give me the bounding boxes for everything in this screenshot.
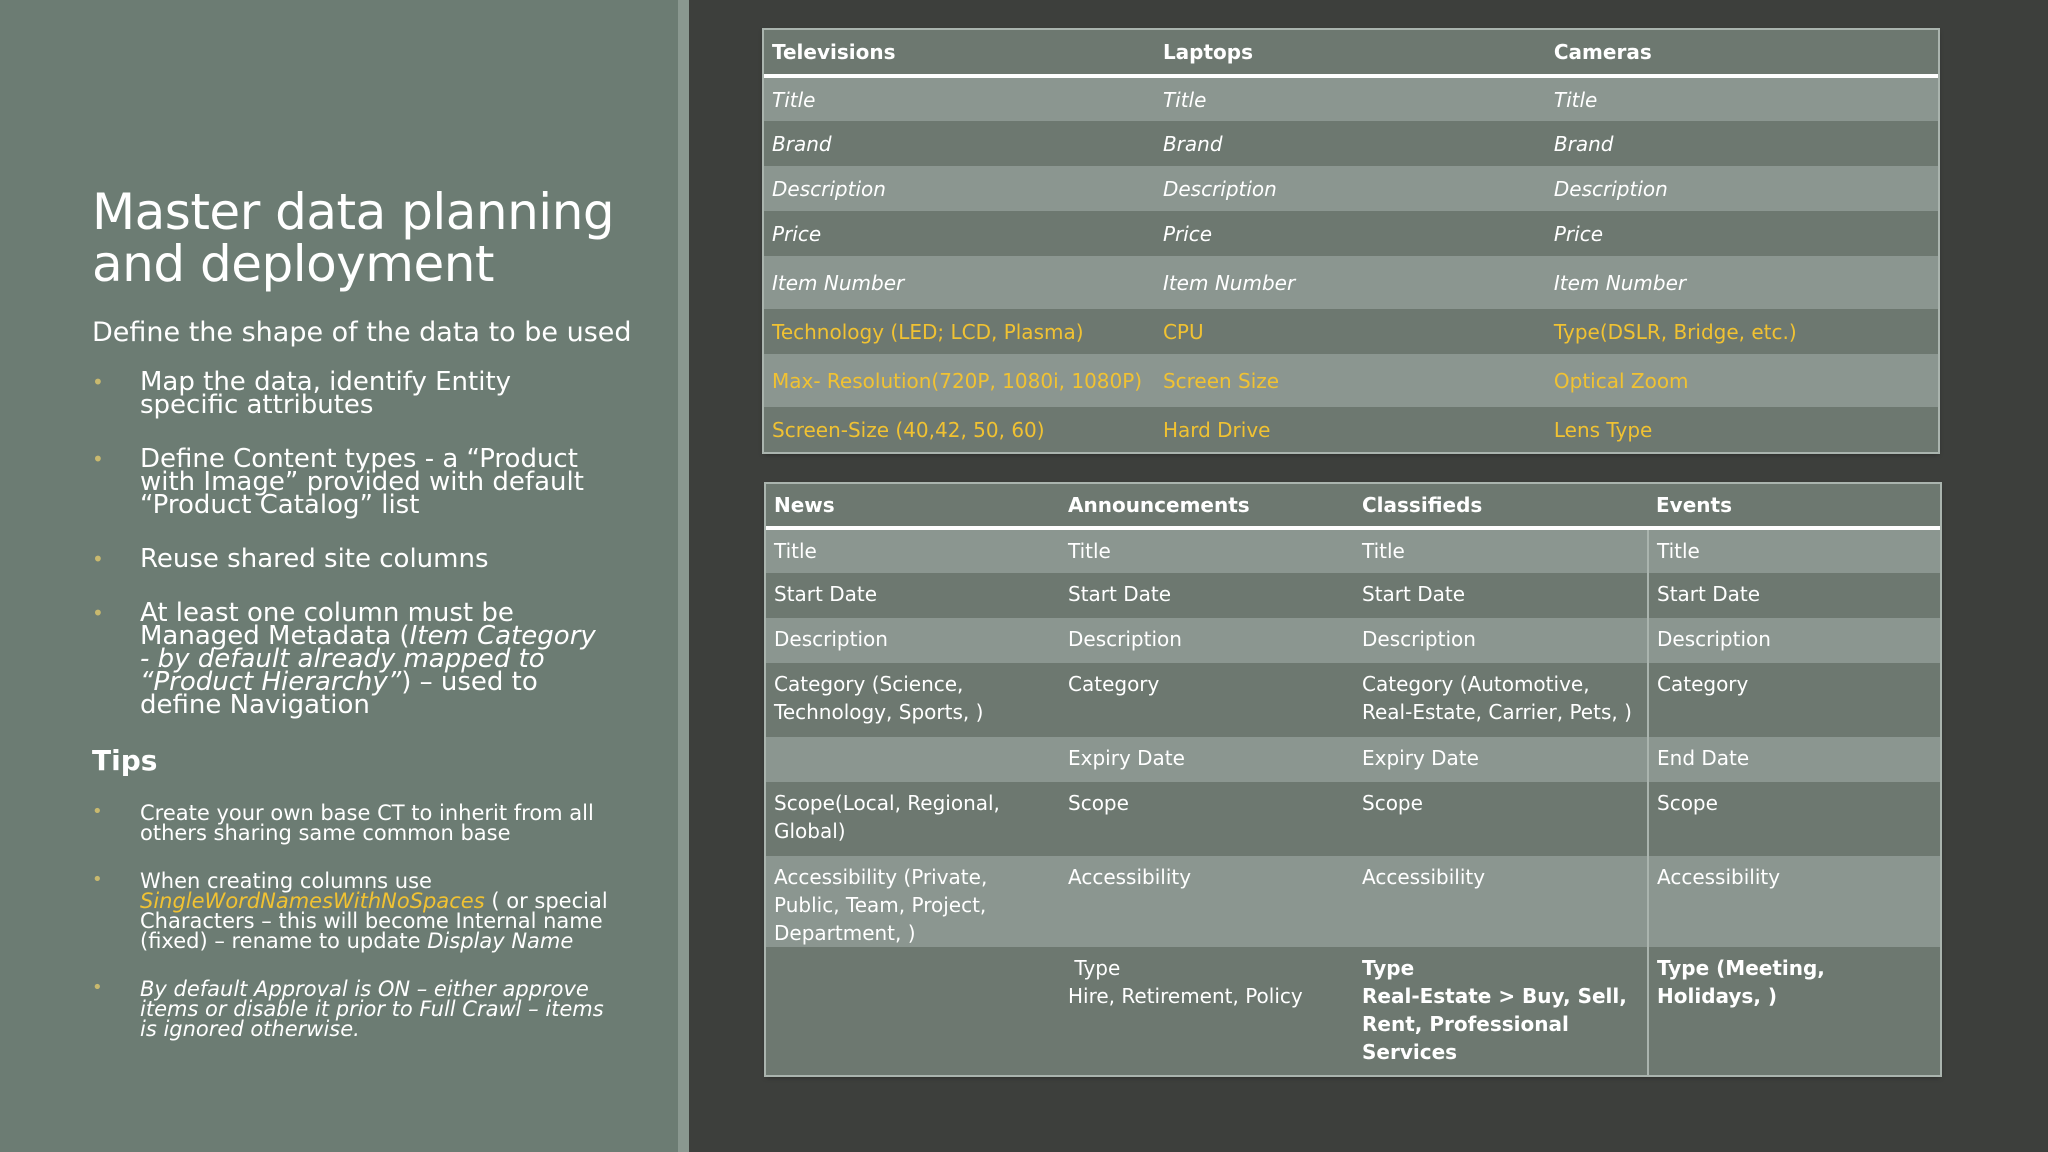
table-cell: Optical Zoom xyxy=(1546,354,1938,407)
products-table xyxy=(764,30,1938,452)
bullet-dot-icon: • xyxy=(92,447,104,471)
table-cell: Start Date xyxy=(766,573,1060,618)
table-cell: Brand xyxy=(1155,121,1546,166)
table-cell: Scope xyxy=(1060,782,1354,856)
table-cell: Category xyxy=(1060,663,1354,737)
table-cell: Scope xyxy=(1648,782,1940,856)
table-row xyxy=(764,211,1938,256)
table-cell: Title xyxy=(1546,76,1938,121)
table-cell: Title xyxy=(764,76,1155,121)
bullet-dot-icon: • xyxy=(92,869,103,890)
table-cell: Description xyxy=(1648,618,1940,663)
announcements-type-label: Type xyxy=(1068,956,1121,980)
table-row xyxy=(766,573,1940,618)
slide-subtitle: Define the shape of the data to be used xyxy=(92,317,632,348)
tips-list xyxy=(92,803,612,1067)
table-cell: Scope xyxy=(1354,782,1648,856)
bullet-item: • At least one column must be Managed Metadata (Item Category - by default already mapped to “Product Hierarchy”) – used to define Navigation xyxy=(92,598,596,720)
table-cell: Technology (LED; LCD, Plasma) xyxy=(764,309,1155,354)
table-row xyxy=(764,354,1938,407)
header-televisions: Televisions xyxy=(764,30,1155,76)
table-cell: Start Date xyxy=(1060,573,1354,618)
table-cell: Expiry Date xyxy=(1060,737,1354,782)
table-cell: Screen-Size (40,42, 50, 60) xyxy=(764,407,1155,452)
table-cell: Category xyxy=(1648,663,1940,737)
table-cell: Category (Science, Technology, Sports, ) xyxy=(766,663,1060,737)
table-row xyxy=(766,856,1940,947)
table-row xyxy=(764,166,1938,211)
table-cell: Title xyxy=(1155,76,1546,121)
table-cell: Description xyxy=(1060,618,1354,663)
bullet-dot-icon: • xyxy=(92,977,103,998)
table-cell xyxy=(1060,947,1354,1075)
table-header-row xyxy=(766,484,1940,528)
table-cell: End Date xyxy=(1648,737,1940,782)
table-cell xyxy=(1354,947,1648,1075)
table-cell: Type (Meeting, Holidays, ) xyxy=(1648,947,1940,1075)
bullet-dot-icon: • xyxy=(92,601,104,625)
table-cell: Lens Type xyxy=(1546,407,1938,452)
tips-heading: Tips xyxy=(92,744,158,777)
table-cell: Category (Automotive, Real-Estate, Carrier, Pets, ) xyxy=(1354,663,1648,737)
table-row xyxy=(766,618,1940,663)
table-cell: Brand xyxy=(1546,121,1938,166)
table-cell: Price xyxy=(1546,211,1938,256)
table-row xyxy=(764,407,1938,452)
table-cell: Title xyxy=(766,528,1060,573)
bullet-item: • Define Content types - a “Product with Image” provided with default “Product Catalog” list xyxy=(92,444,584,520)
table-row xyxy=(766,528,1940,573)
table-row xyxy=(766,947,1940,1075)
header-cameras: Cameras xyxy=(1546,30,1938,76)
table-cell: Title xyxy=(1060,528,1354,573)
announcements-type-values: Hire, Retirement, Policy xyxy=(1068,984,1303,1008)
table-cell: Item Number xyxy=(1546,256,1938,309)
bullet-dot-icon: • xyxy=(92,801,103,822)
table-cell: Description xyxy=(1546,166,1938,211)
table-cell: Type(DSLR, Bridge, etc.) xyxy=(1546,309,1938,354)
table-cell: Max- Resolution(720P, 1080i, 1080P) xyxy=(764,354,1155,407)
table-cell: Description xyxy=(764,166,1155,211)
table-cell: Scope(Local, Regional, Global) xyxy=(766,782,1060,856)
table-cell: Accessibility xyxy=(1354,856,1648,947)
table-row xyxy=(766,737,1940,782)
left-panel xyxy=(0,0,678,1152)
slide-title: Master data planning and deployment xyxy=(92,183,615,293)
table-cell: Accessibility xyxy=(1060,856,1354,947)
header-news: News xyxy=(766,484,1060,528)
table-cell: Title xyxy=(1354,528,1648,573)
table-row xyxy=(766,663,1940,737)
header-events: Events xyxy=(1648,484,1940,528)
main-bullet-list xyxy=(92,367,612,748)
table-cell: Hard Drive xyxy=(1155,407,1546,452)
tip-item: • Create your own base CT to inherit from all others sharing same common base xyxy=(92,801,594,845)
table-row xyxy=(764,76,1938,121)
bullet-item: • Reuse shared site columns xyxy=(92,544,489,574)
table-cell: Title xyxy=(1648,528,1940,573)
table-cell: Accessibility (Private, Public, Team, Project, Department, ) xyxy=(766,856,1060,947)
table-cell: Screen Size xyxy=(1155,354,1546,407)
table-cell: Price xyxy=(1155,211,1546,256)
table-cell: Description xyxy=(1354,618,1648,663)
table-row xyxy=(766,782,1940,856)
table-cell: Item Number xyxy=(764,256,1155,309)
table-cell: Start Date xyxy=(1354,573,1648,618)
header-classifieds: Classifieds xyxy=(1354,484,1648,528)
table-header-row xyxy=(764,30,1938,76)
table-row xyxy=(764,121,1938,166)
table-cell: Item Number xyxy=(1155,256,1546,309)
table-cell: CPU xyxy=(1155,309,1546,354)
table-cell: Description xyxy=(1155,166,1546,211)
table-cell: Price xyxy=(764,211,1155,256)
header-laptops: Laptops xyxy=(1155,30,1546,76)
table-cell: Accessibility xyxy=(1648,856,1940,947)
table-cell: Expiry Date xyxy=(1354,737,1648,782)
table-cell xyxy=(766,737,1060,782)
bullet-item: • Map the data, identify Entity specific attributes xyxy=(92,367,512,420)
table-row xyxy=(764,256,1938,309)
bullet-dot-icon: • xyxy=(92,370,104,394)
table-cell: Brand xyxy=(764,121,1155,166)
header-announcements: Announcements xyxy=(1060,484,1354,528)
table-cell xyxy=(766,947,1060,1075)
table-cell: Start Date xyxy=(1648,573,1940,618)
classifieds-type-label: Type xyxy=(1362,956,1415,980)
tip-item: • When creating columns use SingleWordNamesWithNoSpaces ( or special Characters – this will become Internal name (fixed) – rename to update Display Name xyxy=(92,869,608,953)
panel-divider xyxy=(678,0,689,1152)
table-row xyxy=(764,309,1938,354)
table-cell: Description xyxy=(766,618,1060,663)
tip-item: • By default Approval is ON – either approve items or disable it prior to Full Crawl – items is ignored otherwise. xyxy=(92,977,604,1041)
bullet-dot-icon: • xyxy=(92,547,104,571)
content-types-table xyxy=(766,484,1940,1075)
classifieds-type-values: Real-Estate > Buy, Sell, Rent, Professional Services xyxy=(1362,984,1627,1064)
